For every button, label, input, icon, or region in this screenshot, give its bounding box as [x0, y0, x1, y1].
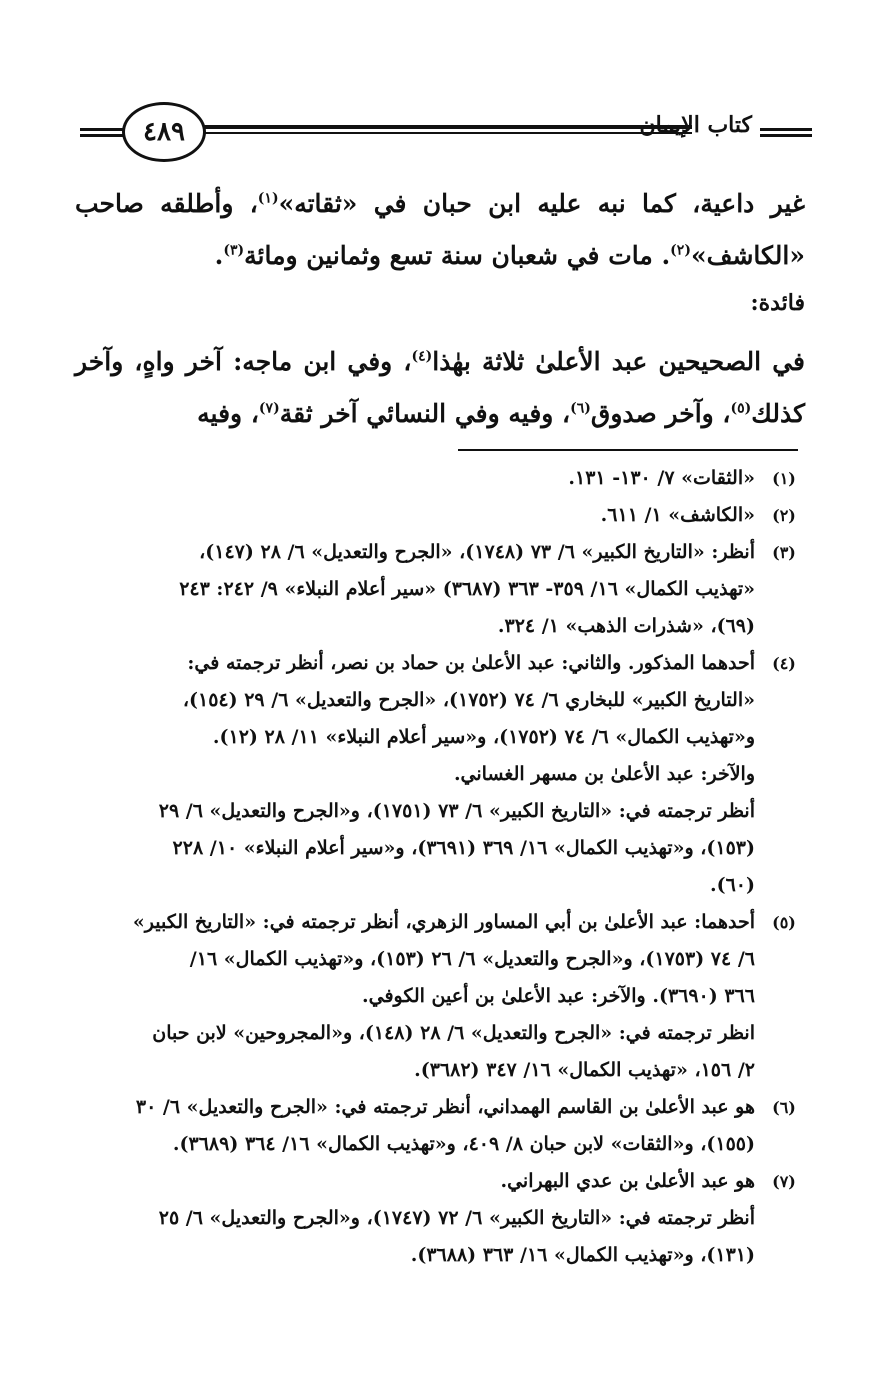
footnote-line: أنظر: «التاريخ الكبير» ٦/ ٧٣ (١٧٤٨)، «الجرح والتعديل» ٦/ ٢٨ (١٤٧)،	[199, 541, 755, 563]
footnote-line: ٦/ ٧٤ (١٧٥٣)، و«الجرح والتعديل» ٦/ ٢٦ (١٥٣)، و«تهذيب الكمال» ١٦/	[189, 948, 755, 970]
footnote-line: «التاريخ الكبير» للبخاري ٦/ ٧٤ (١٧٥٢)، «الجرح والتعديل» ٦/ ٢٩ (١٥٤)،	[182, 689, 755, 711]
text-run: ، وفيه	[197, 399, 259, 428]
footnote-ref-7[interactable]: (٧)	[258, 400, 280, 417]
page-number: ٤٨٩	[122, 102, 206, 162]
footnote-2	[75, 497, 805, 534]
footnote-number: (٦)	[772, 1098, 796, 1117]
footnote-line: (١٥٥)، و«الثقات» لابن حبان ٨/ ٤٠٩، و«تهذيب الكمال» ١٦/ ٣٦٤ (٣٦٨٩).	[172, 1133, 755, 1155]
footnote-ref-5[interactable]: (٥)	[730, 400, 752, 417]
footnote-line: (١٣١)، و«تهذيب الكمال» ١٦/ ٣٦٣ (٣٦٨٨).	[410, 1244, 755, 1266]
footnote-line: و«تهذيب الكمال» ٦/ ٧٤ (١٧٥٢)، و«سير أعلام النبلاء» ١١/ ٢٨ (١٢).	[212, 726, 755, 748]
footnote-line: أحدهما المذكور. والثاني: عبد الأعلىٰ بن حماد بن نصر، أنظر ترجمته في:	[187, 652, 755, 674]
text-run: ، وفي ابن ماجه: آخر واهٍ، وآخر كذلك	[75, 347, 805, 428]
footnote-ref-6[interactable]: (٦)	[570, 400, 591, 417]
footnote-line: (١٥٣)، و«تهذيب الكمال» ١٦/ ٣٦٩ (٣٦٩١)، و«سير أعلام النبلاء» ١٠/ ٢٢٨	[172, 837, 755, 859]
footnote-line: والآخر: عبد الأعلىٰ بن مسهر الغساني.	[453, 763, 755, 785]
footnote-ref-1[interactable]: (١)	[257, 190, 279, 207]
text-run: ، وأطلقه صاحب «الكاشف»	[75, 189, 805, 270]
page-header	[80, 98, 812, 162]
footnote-line: (٦٠).	[709, 874, 755, 896]
footnote-ref-3[interactable]: (٣)	[223, 242, 245, 259]
footnote-1	[75, 460, 805, 497]
text-run: . مات في شعبان سنة تسع وثمانين ومائة	[244, 241, 671, 270]
text-run: في الصحيحين عبد الأعلىٰ ثلاثة بهٰذا	[432, 347, 805, 376]
footnote-line: ٢/ ١٥٦، «تهذيب الكمال» ١٦/ ٣٤٧ (٣٦٨٢).	[414, 1059, 755, 1081]
footnote-6	[75, 1089, 805, 1163]
footnote-line: «الثقات» ٧/ ١٣٠- ١٣١.	[568, 467, 755, 489]
footnote-ref-4[interactable]: (٤)	[411, 348, 433, 365]
footnote-number: (٧)	[772, 1172, 796, 1191]
footnote-number: (٣)	[772, 543, 796, 562]
footnote-3	[75, 534, 805, 645]
footnote-line: أنظر ترجمته في: «التاريخ الكبير» ٦/ ٧٣ (١٧٥١)، و«الجرح والتعديل» ٦/ ٢٩	[158, 800, 755, 822]
text-run: .	[214, 241, 224, 270]
running-title: كتاب الإيمان	[639, 112, 752, 138]
paragraph-2	[75, 336, 805, 440]
footnote-ref-2[interactable]: (٢)	[670, 242, 691, 259]
footnote-5	[75, 904, 805, 1089]
paragraph-1	[75, 178, 805, 282]
header-right-rule	[760, 128, 812, 140]
footnote-separator	[458, 449, 798, 451]
footnote-number: (١)	[772, 469, 796, 488]
footnote-line: (٦٩)، «شذرات الذهب» ١/ ٣٢٤.	[497, 615, 755, 637]
text-run: ، وآخر صدوق	[590, 399, 731, 428]
footnote-line: «الكاشف» ١/ ٦١١.	[600, 504, 755, 526]
footnote-line: هو عبد الأعلىٰ بن عدي البهراني.	[500, 1170, 755, 1192]
header-middle-rule	[192, 125, 692, 134]
footnote-4	[75, 645, 805, 904]
section-label: فائدة:	[750, 290, 805, 316]
footnote-number: (٢)	[772, 506, 796, 525]
footnote-line: ٣٦٦ (٣٦٩٠). والآخر: عبد الأعلىٰ بن أعين الكوفي.	[362, 985, 755, 1007]
footnote-line: أنظر ترجمته في: «التاريخ الكبير» ٦/ ٧٢ (١٧٤٧)، و«الجرح والتعديل» ٦/ ٢٥	[158, 1207, 755, 1229]
footnote-number: (٥)	[772, 913, 796, 932]
footnote-line: انظر ترجمته في: «الجرح والتعديل» ٦/ ٢٨ (١٤٨)، و«المجروحين» لابن حبان	[152, 1022, 755, 1044]
footnote-7	[75, 1163, 805, 1274]
footnote-line: «تهذيب الكمال» ١٦/ ٣٥٩- ٣٦٣ (٣٦٨٧) «سير أعلام النبلاء» ٩/ ٢٤٢: ٢٤٣	[179, 578, 755, 600]
footnote-line: أحدهما: عبد الأعلىٰ بن أبي المساور الزهري، أنظر ترجمته في: «التاريخ الكبير»	[132, 911, 755, 933]
header-left-rule	[80, 128, 124, 140]
text-run: ، وفيه وفي النسائي آخر ثقة	[279, 399, 571, 428]
text-run: غير داعية، كما نبه عليه ابن حبان في «ثقاته»	[278, 189, 805, 218]
footnote-line: هو عبد الأعلىٰ بن القاسم الهمداني، أنظر ترجمته في: «الجرح والتعديل» ٦/ ٣٠	[135, 1096, 755, 1118]
footnote-number: (٤)	[772, 654, 796, 673]
footnotes	[75, 460, 805, 1274]
